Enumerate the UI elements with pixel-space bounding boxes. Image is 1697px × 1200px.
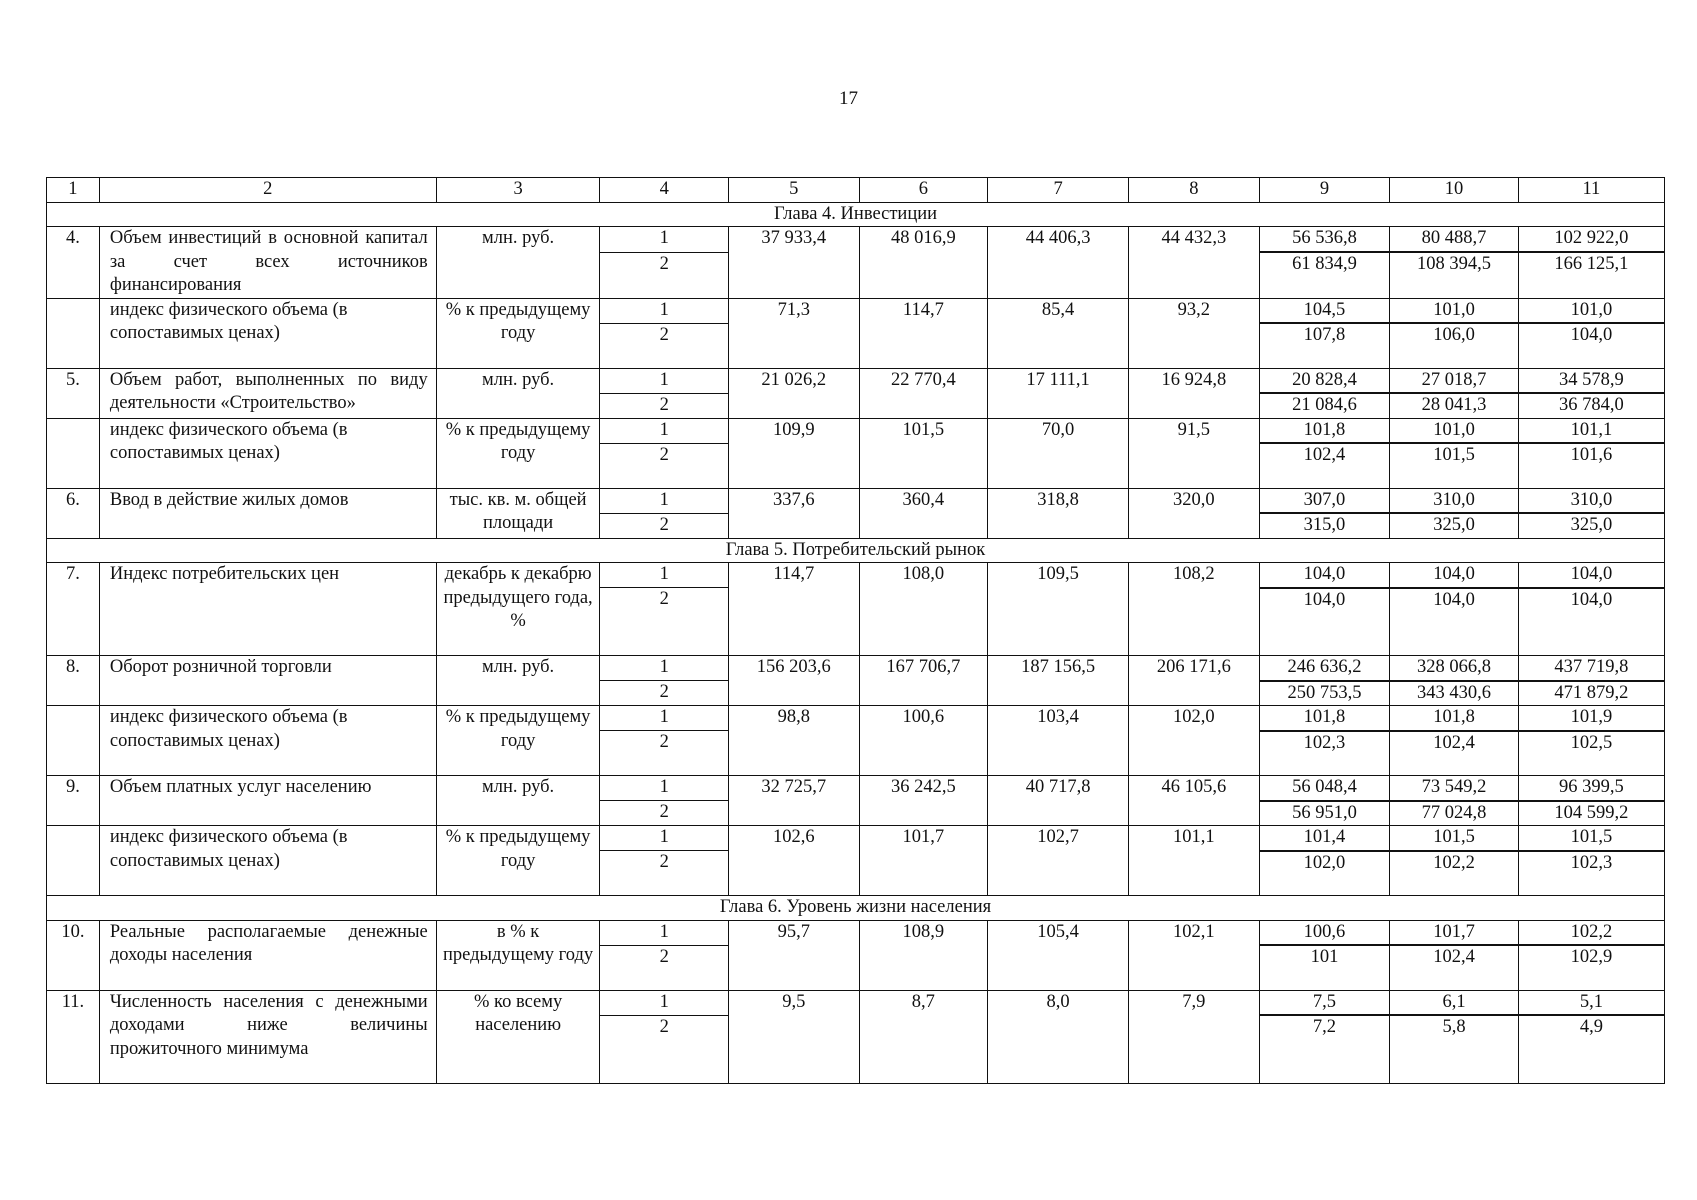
value-col9-variant-2: 104,0	[1259, 588, 1390, 656]
value-col9-variant-1: 56 048,4	[1259, 776, 1390, 801]
row-number: 7.	[47, 563, 100, 656]
variant-number: 2	[600, 443, 729, 488]
variant-number: 1	[600, 776, 729, 801]
value-col7: 102,7	[988, 826, 1129, 896]
value-col6: 48 016,9	[859, 227, 988, 299]
value-col10-variant-2: 108 394,5	[1390, 252, 1519, 298]
column-header: 8	[1129, 178, 1260, 203]
column-header: 9	[1259, 178, 1390, 203]
value-col8: 91,5	[1129, 418, 1260, 488]
column-header: 1	[47, 178, 100, 203]
value-col9-variant-1: 101,4	[1259, 826, 1390, 851]
value-col8: 44 432,3	[1129, 227, 1260, 299]
column-header: 7	[988, 178, 1129, 203]
value-col11-variant-1: 34 578,9	[1518, 368, 1664, 393]
value-col7: 103,4	[988, 706, 1129, 776]
unit-of-measure: млн. руб.	[436, 656, 600, 706]
row-number: 10.	[47, 920, 100, 990]
row-number: 8.	[47, 656, 100, 706]
value-col5: 71,3	[729, 298, 860, 368]
value-col7: 187 156,5	[988, 656, 1129, 706]
value-col11-variant-1: 437 719,8	[1518, 656, 1664, 681]
value-col10-variant-1: 328 066,8	[1390, 656, 1519, 681]
value-col9-variant-1: 100,6	[1259, 920, 1390, 945]
value-col5: 32 725,7	[729, 776, 860, 826]
chapter-row	[47, 896, 1665, 921]
value-col10-variant-1: 80 488,7	[1390, 227, 1519, 253]
chapter-title: Глава 5. Потребительский рынок	[47, 538, 1665, 563]
unit-of-measure: % к предыдущему году	[436, 706, 600, 776]
value-col11-variant-1: 101,0	[1518, 298, 1664, 323]
value-col9-variant-2: 107,8	[1259, 323, 1390, 368]
value-col8: 46 105,6	[1129, 776, 1260, 826]
indicator-name: индекс физического объема (в сопоставимых ценах)	[99, 298, 436, 368]
table-row	[47, 488, 1665, 513]
value-col11-variant-2: 471 879,2	[1518, 681, 1664, 706]
value-col8: 206 171,6	[1129, 656, 1260, 706]
indicator-name: Оборот розничной торговли	[99, 656, 436, 706]
column-header: 3	[436, 178, 600, 203]
variant-number: 2	[600, 513, 729, 538]
value-col5: 109,9	[729, 418, 860, 488]
value-col11-variant-2: 104,0	[1518, 588, 1664, 656]
value-col8: 320,0	[1129, 488, 1260, 538]
variant-number: 2	[600, 851, 729, 896]
forecast-table	[46, 177, 1665, 1084]
value-col10-variant-2: 325,0	[1390, 513, 1519, 538]
row-number: 6.	[47, 488, 100, 538]
value-col11-variant-1: 101,9	[1518, 706, 1664, 731]
value-col5: 102,6	[729, 826, 860, 896]
value-col9-variant-1: 246 636,2	[1259, 656, 1390, 681]
unit-of-measure: в % к предыдущему году	[436, 920, 600, 990]
value-col9-variant-2: 61 834,9	[1259, 252, 1390, 298]
value-col10-variant-2: 28 041,3	[1390, 393, 1519, 418]
variant-number: 2	[600, 1015, 729, 1083]
value-col10-variant-2: 101,5	[1390, 443, 1519, 488]
value-col10-variant-2: 343 430,6	[1390, 681, 1519, 706]
value-col10-variant-1: 101,5	[1390, 826, 1519, 851]
value-col11-variant-1: 101,5	[1518, 826, 1664, 851]
indicator-name: Объем инвестиций в основной капитал за счет всех источников финансирования	[99, 227, 436, 299]
table-body	[47, 178, 1665, 1084]
row-number: 11.	[47, 990, 100, 1083]
row-number	[47, 826, 100, 896]
row-number: 5.	[47, 368, 100, 418]
page-number: 17	[839, 88, 858, 109]
variant-number: 1	[600, 418, 729, 443]
row-number	[47, 298, 100, 368]
value-col8: 102,0	[1129, 706, 1260, 776]
value-col6: 101,5	[859, 418, 988, 488]
value-col9-variant-1: 104,5	[1259, 298, 1390, 323]
table-row	[47, 368, 1665, 393]
table-row	[47, 298, 1665, 323]
value-col9-variant-2: 250 753,5	[1259, 681, 1390, 706]
value-col10-variant-1: 104,0	[1390, 563, 1519, 588]
value-col11-variant-1: 5,1	[1518, 990, 1664, 1015]
indicator-name: Численность населения с денежными доходами ниже величины прожиточного минимума	[99, 990, 436, 1083]
value-col10-variant-1: 27 018,7	[1390, 368, 1519, 393]
variant-number: 1	[600, 706, 729, 731]
indicator-name: индекс физического объема (в сопоставимых ценах)	[99, 418, 436, 488]
value-col10-variant-1: 6,1	[1390, 990, 1519, 1015]
unit-of-measure: % к предыдущему году	[436, 418, 600, 488]
value-col10-variant-1: 101,0	[1390, 418, 1519, 443]
value-col6: 101,7	[859, 826, 988, 896]
variant-number: 1	[600, 990, 729, 1015]
column-header: 2	[99, 178, 436, 203]
indicator-name: индекс физического объема (в сопоставимых ценах)	[99, 706, 436, 776]
value-col7: 105,4	[988, 920, 1129, 990]
value-col11-variant-1: 104,0	[1518, 563, 1664, 588]
value-col8: 108,2	[1129, 563, 1260, 656]
indicator-name: Объем работ, выполненных по виду деятельности «Строительство»	[99, 368, 436, 418]
value-col11-variant-2: 166 125,1	[1518, 252, 1664, 298]
chapter-row	[47, 538, 1665, 563]
value-col8: 102,1	[1129, 920, 1260, 990]
value-col9-variant-2: 21 084,6	[1259, 393, 1390, 418]
value-col5: 114,7	[729, 563, 860, 656]
value-col9-variant-1: 56 536,8	[1259, 227, 1390, 253]
variant-number: 2	[600, 252, 729, 298]
value-col9-variant-1: 104,0	[1259, 563, 1390, 588]
value-col10-variant-2: 102,2	[1390, 851, 1519, 896]
value-col11-variant-2: 101,6	[1518, 443, 1664, 488]
value-col11-variant-1: 102 922,0	[1518, 227, 1664, 253]
variant-number: 2	[600, 323, 729, 368]
column-header: 10	[1390, 178, 1519, 203]
column-number-row	[47, 178, 1665, 203]
value-col6: 8,7	[859, 990, 988, 1083]
value-col10-variant-2: 77 024,8	[1390, 801, 1519, 826]
table-row	[47, 826, 1665, 851]
value-col10-variant-2: 5,8	[1390, 1015, 1519, 1083]
value-col11-variant-2: 4,9	[1518, 1015, 1664, 1083]
row-number: 4.	[47, 227, 100, 299]
value-col10-variant-2: 102,4	[1390, 945, 1519, 990]
row-number	[47, 706, 100, 776]
unit-of-measure: млн. руб.	[436, 368, 600, 418]
indicator-name: Объем платных услуг населению	[99, 776, 436, 826]
unit-of-measure: % к предыдущему году	[436, 826, 600, 896]
value-col6: 108,9	[859, 920, 988, 990]
value-col10-variant-1: 101,7	[1390, 920, 1519, 945]
column-header: 6	[859, 178, 988, 203]
value-col5: 37 933,4	[729, 227, 860, 299]
value-col6: 114,7	[859, 298, 988, 368]
variant-number: 1	[600, 920, 729, 945]
indicator-name: индекс физического объема (в сопоставимых ценах)	[99, 826, 436, 896]
value-col5: 95,7	[729, 920, 860, 990]
variant-number: 2	[600, 588, 729, 656]
table-row	[47, 706, 1665, 731]
value-col10-variant-2: 106,0	[1390, 323, 1519, 368]
table-row	[47, 920, 1665, 945]
variant-number: 1	[600, 298, 729, 323]
value-col9-variant-2: 102,3	[1259, 731, 1390, 776]
value-col9-variant-2: 102,0	[1259, 851, 1390, 896]
value-col9-variant-2: 102,4	[1259, 443, 1390, 488]
indicator-name: Индекс потребительских цен	[99, 563, 436, 656]
value-col7: 109,5	[988, 563, 1129, 656]
value-col8: 93,2	[1129, 298, 1260, 368]
variant-number: 2	[600, 681, 729, 706]
variant-number: 1	[600, 656, 729, 681]
unit-of-measure: тыс. кв. м. общей площади	[436, 488, 600, 538]
variant-number: 2	[600, 945, 729, 990]
value-col7: 44 406,3	[988, 227, 1129, 299]
value-col6: 36 242,5	[859, 776, 988, 826]
value-col11-variant-2: 102,5	[1518, 731, 1664, 776]
value-col11-variant-2: 104,0	[1518, 323, 1664, 368]
value-col10-variant-1: 101,8	[1390, 706, 1519, 731]
value-col6: 100,6	[859, 706, 988, 776]
chapter-row	[47, 202, 1665, 227]
value-col9-variant-1: 307,0	[1259, 488, 1390, 513]
column-header: 5	[729, 178, 860, 203]
variant-number: 1	[600, 826, 729, 851]
variant-number: 1	[600, 368, 729, 393]
unit-of-measure: млн. руб.	[436, 776, 600, 826]
unit-of-measure: % к предыдущему году	[436, 298, 600, 368]
value-col6: 108,0	[859, 563, 988, 656]
value-col7: 70,0	[988, 418, 1129, 488]
value-col10-variant-1: 73 549,2	[1390, 776, 1519, 801]
value-col5: 156 203,6	[729, 656, 860, 706]
value-col7: 318,8	[988, 488, 1129, 538]
indicator-name: Ввод в действие жилых домов	[99, 488, 436, 538]
value-col9-variant-1: 7,5	[1259, 990, 1390, 1015]
value-col6: 360,4	[859, 488, 988, 538]
value-col11-variant-2: 102,3	[1518, 851, 1664, 896]
variant-number: 1	[600, 563, 729, 588]
variant-number: 1	[600, 488, 729, 513]
value-col11-variant-1: 102,2	[1518, 920, 1664, 945]
value-col11-variant-1: 310,0	[1518, 488, 1664, 513]
variant-number: 1	[600, 227, 729, 253]
value-col11-variant-2: 325,0	[1518, 513, 1664, 538]
value-col9-variant-2: 101	[1259, 945, 1390, 990]
value-col11-variant-1: 101,1	[1518, 418, 1664, 443]
table-row	[47, 227, 1665, 253]
value-col7: 17 111,1	[988, 368, 1129, 418]
value-col8: 16 924,8	[1129, 368, 1260, 418]
value-col10-variant-1: 101,0	[1390, 298, 1519, 323]
chapter-title: Глава 6. Уровень жизни населения	[47, 896, 1665, 921]
value-col11-variant-1: 96 399,5	[1518, 776, 1664, 801]
value-col7: 85,4	[988, 298, 1129, 368]
column-header: 11	[1518, 178, 1664, 203]
row-number	[47, 418, 100, 488]
value-col5: 337,6	[729, 488, 860, 538]
variant-number: 2	[600, 801, 729, 826]
value-col10-variant-1: 310,0	[1390, 488, 1519, 513]
row-number: 9.	[47, 776, 100, 826]
table-row	[47, 656, 1665, 681]
value-col8: 7,9	[1129, 990, 1260, 1083]
value-col9-variant-1: 20 828,4	[1259, 368, 1390, 393]
value-col9-variant-1: 101,8	[1259, 418, 1390, 443]
value-col5: 21 026,2	[729, 368, 860, 418]
unit-of-measure: декабрь к декабрю предыдущего года, %	[436, 563, 600, 656]
table-row	[47, 563, 1665, 588]
value-col9-variant-1: 101,8	[1259, 706, 1390, 731]
variant-number: 2	[600, 393, 729, 418]
value-col8: 101,1	[1129, 826, 1260, 896]
table-row	[47, 418, 1665, 443]
value-col5: 9,5	[729, 990, 860, 1083]
value-col11-variant-2: 102,9	[1518, 945, 1664, 990]
chapter-title: Глава 4. Инвестиции	[47, 202, 1665, 227]
value-col9-variant-2: 56 951,0	[1259, 801, 1390, 826]
table-container	[46, 177, 1665, 1084]
value-col10-variant-2: 104,0	[1390, 588, 1519, 656]
value-col6: 22 770,4	[859, 368, 988, 418]
value-col6: 167 706,7	[859, 656, 988, 706]
table-row	[47, 776, 1665, 801]
indicator-name: Реальные располагаемые денежные доходы населения	[99, 920, 436, 990]
unit-of-measure: млн. руб.	[436, 227, 600, 299]
variant-number: 2	[600, 731, 729, 776]
unit-of-measure: % ко всему населению	[436, 990, 600, 1083]
column-header: 4	[600, 178, 729, 203]
value-col11-variant-2: 104 599,2	[1518, 801, 1664, 826]
value-col9-variant-2: 315,0	[1259, 513, 1390, 538]
value-col9-variant-2: 7,2	[1259, 1015, 1390, 1083]
value-col7: 40 717,8	[988, 776, 1129, 826]
table-row	[47, 990, 1665, 1015]
value-col5: 98,8	[729, 706, 860, 776]
value-col7: 8,0	[988, 990, 1129, 1083]
value-col11-variant-2: 36 784,0	[1518, 393, 1664, 418]
value-col10-variant-2: 102,4	[1390, 731, 1519, 776]
